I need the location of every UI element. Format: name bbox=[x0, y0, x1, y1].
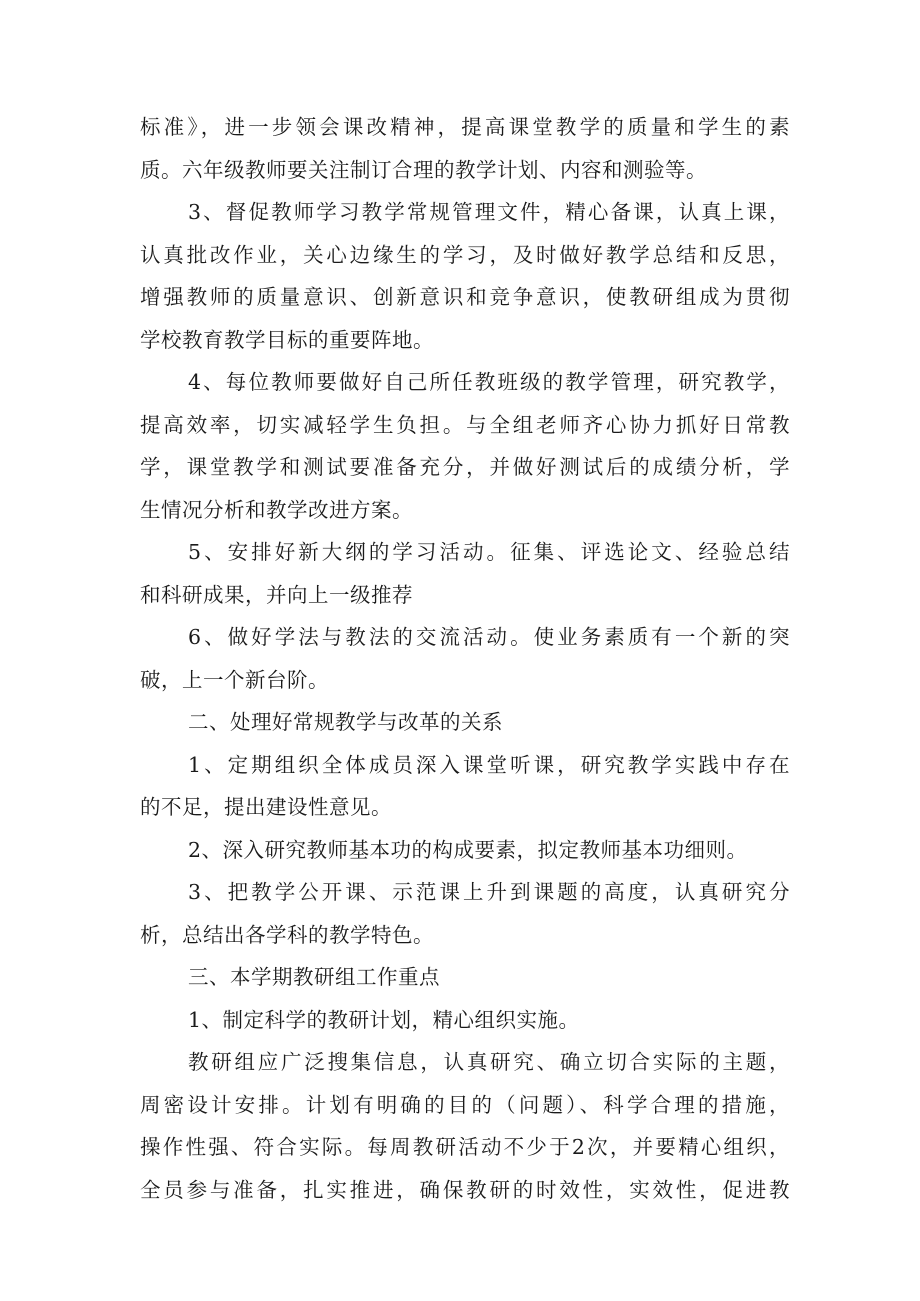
text-line: 3、督促教师学习教学常规管理文件，精心备课，认真上课， bbox=[188, 200, 790, 224]
text-line: 标准》，进一步领会课改精神，提高课堂教学的质量和学生的素 bbox=[140, 115, 790, 139]
text-line: 全员参与准备，扎实推进，确保教研的时效性，实效性，促进教 bbox=[140, 1177, 790, 1202]
text-line: 学，课堂教学和测试要准备充分，并做好测试后的成绩分析，学 bbox=[140, 455, 790, 479]
text-line: 学校教育教学目标的重要阵地。 bbox=[140, 327, 434, 352]
text-line: 析，总结出各学科的教学特色。 bbox=[140, 922, 434, 947]
text-line: 教研组应广泛搜集信息，认真研究、确立切合实际的主题， bbox=[188, 1050, 790, 1074]
text-line: 1、定期组织全体成员深入课堂听课，研究教学实践中存在 bbox=[188, 752, 790, 777]
text-line: 操作性强、符合实际。每周教研活动不少于2次，并要精心组织， bbox=[140, 1135, 790, 1159]
text-line: 提高效率，切实减轻学生负担。与全组老师齐心协力抓好日常教 bbox=[140, 412, 790, 437]
text-line: 1、制定科学的教研计划，精心组织实施。 bbox=[188, 1007, 580, 1032]
text-line: 增强教师的质量意识、创新意识和竞争意识，使教研组成为贯彻 bbox=[140, 285, 790, 309]
text-line: 二、处理好常规教学与改革的关系 bbox=[188, 710, 503, 734]
text-line: 3、把教学公开课、示范课上升到课题的高度，认真研究分 bbox=[188, 880, 790, 904]
text-line: 周密设计安排。计划有明确的目的（问题）、科学合理的措施， bbox=[140, 1092, 790, 1117]
text-line: 破，上一个新台阶。 bbox=[140, 667, 329, 692]
text-line: 的不足，提出建设性意见。 bbox=[140, 795, 392, 819]
text-line: 认真批改作业，关心边缘生的学习，及时做好教学总结和反思， bbox=[140, 242, 790, 267]
document-body bbox=[140, 106, 790, 1211]
text-line: 和科研成果，并向上一级推荐 bbox=[140, 582, 413, 607]
text-line: 2、深入研究教师基本功的构成要素，拟定教师基本功细则。 bbox=[188, 837, 748, 862]
text-line: 5、安排好新大纲的学习活动。征集、评选论文、经验总结 bbox=[188, 540, 790, 564]
text-line: 三、本学期教研组工作重点 bbox=[188, 965, 440, 989]
text-line: 质。六年级教师要关注制订合理的教学计划、内容和测验等。 bbox=[140, 157, 707, 182]
text-line: 生情况分析和教学改进方案。 bbox=[140, 497, 413, 522]
text-line: 4、每位教师要做好自己所任教班级的教学管理，研究教学， bbox=[188, 370, 790, 394]
text-line: 6、做好学法与教法的交流活动。使业务素质有一个新的突 bbox=[188, 625, 790, 649]
